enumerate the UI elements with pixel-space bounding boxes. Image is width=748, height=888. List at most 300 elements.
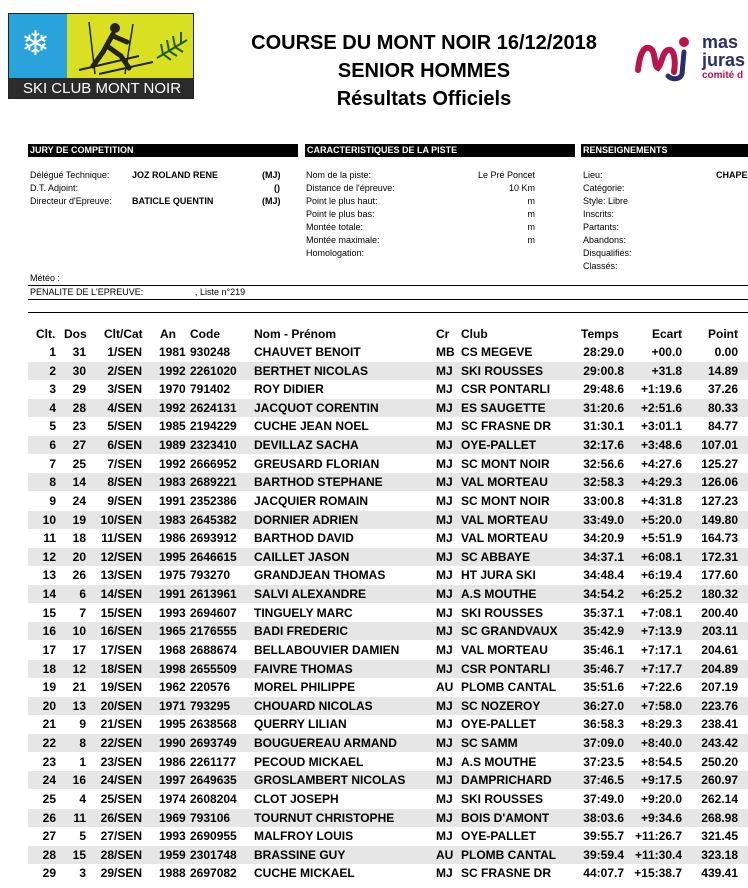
cell-time: 29:00.8 [583, 363, 624, 378]
cell-club: SC FRASNE DR [461, 866, 552, 881]
cell-rank-cat: 10/SEN [100, 512, 142, 527]
cell-points: 207.19 [701, 680, 738, 695]
cell-name: TINGUELY MARC [254, 605, 353, 620]
cell-rank: 24 [42, 773, 56, 788]
cell-name: BOUGUEREAU ARMAND [254, 736, 397, 751]
cell-time: 35:51.6 [583, 680, 624, 695]
cell-region: MJ [436, 661, 453, 676]
cell-club: SC GRANDVAUX [461, 624, 558, 639]
cell-region: MJ [436, 549, 453, 564]
snowflake-icon: ❄ [21, 24, 50, 64]
table-row [0, 566, 748, 584]
cell-rank: 3 [49, 382, 56, 397]
cell-bib: 10 [72, 624, 86, 639]
cell-time: 32:56.6 [583, 456, 624, 471]
cell-rank: 28 [42, 847, 56, 862]
cell-rank: 22 [42, 736, 56, 751]
cell-time: 37:09.0 [583, 736, 624, 751]
cell-gap: +7:17.7 [640, 661, 682, 676]
cell-region: MJ [436, 419, 453, 434]
table-row [0, 380, 748, 398]
cell-time: 34:37.1 [583, 549, 624, 564]
cell-time: 35:37.1 [583, 605, 624, 620]
cell-club: VAL MORTEAU [461, 475, 548, 490]
cell-code: 2690955 [190, 829, 237, 844]
cell-year: 1986 [159, 754, 186, 769]
cell-club: OYE-PALLET [461, 829, 537, 844]
cell-rank-cat: 27/SEN [100, 829, 142, 844]
cell-time: 31:30.1 [583, 419, 624, 434]
cell-rank-cat: 7/SEN [107, 456, 142, 471]
mj-brand-icon [632, 30, 696, 82]
cell-year: 1988 [159, 866, 186, 881]
cell-time: 44:07.7 [583, 866, 624, 881]
cell-year: 1970 [159, 382, 186, 397]
cell-name: CUCHE MICKAEL [254, 866, 355, 881]
cell-points: 84.77 [707, 419, 738, 434]
cell-club: OYE-PALLET [461, 438, 537, 453]
cell-name: JACQUIER ROMAIN [254, 493, 369, 508]
cell-club: VAL MORTEAU [461, 642, 548, 657]
cell-year: 1991 [159, 587, 186, 602]
logo-club-name: SKI CLUB MONT NOIR [9, 78, 194, 99]
cell-gap: +4:29.3 [640, 475, 682, 490]
cell-name: BADI FREDERIC [254, 624, 349, 639]
cell-rank-cat: 23/SEN [100, 754, 142, 769]
table-row [0, 436, 748, 454]
cell-bib: 21 [72, 680, 86, 695]
cell-gap: +00.0 [651, 345, 682, 359]
cell-time: 34:54.2 [583, 587, 624, 602]
cell-region: AU [436, 847, 454, 862]
cell-bib: 30 [72, 363, 86, 378]
cell-rank: 14 [42, 587, 56, 602]
cell-club: DAMPRICHARD [461, 773, 552, 788]
table-row [0, 734, 748, 752]
cell-region: MJ [436, 736, 453, 751]
cell-name: BERTHET NICOLAS [254, 363, 368, 378]
cell-region: MJ [436, 624, 453, 639]
cell-time: 31:20.6 [583, 400, 624, 415]
cell-time: 35:46.7 [583, 661, 624, 676]
cell-region: MJ [436, 382, 453, 397]
cell-code: 2638568 [190, 717, 237, 732]
cell-gap: +7:08.1 [640, 605, 682, 620]
cell-points: 172.31 [701, 549, 738, 564]
cell-region: MJ [436, 475, 453, 490]
penalty-value: , Liste n°219 [195, 287, 246, 297]
cell-code: 2693912 [190, 531, 237, 546]
cell-rank: 18 [42, 661, 56, 676]
table-row [0, 343, 748, 361]
cell-points: 14.89 [707, 363, 738, 378]
cell-region: MJ [436, 456, 453, 471]
table-row [0, 678, 748, 696]
cell-region: MJ [436, 400, 453, 415]
cell-year: 1990 [159, 736, 186, 751]
table-row [0, 809, 748, 827]
cell-rank: 7 [49, 456, 56, 471]
cell-code: 2693749 [190, 736, 237, 751]
table-row [0, 753, 748, 771]
table-row [0, 641, 748, 659]
cell-bib: 5 [79, 829, 86, 844]
cell-year: 1986 [159, 531, 186, 546]
cell-gap: +4:31.8 [640, 493, 682, 508]
pine-branch-icon [157, 32, 187, 60]
cell-gap: +6:19.4 [640, 568, 682, 583]
cell-club: SC SAMM [461, 736, 518, 751]
cell-rank-cat: 24/SEN [100, 773, 142, 788]
cell-gap: +7:13.9 [640, 624, 682, 639]
cell-club: VAL MORTEAU [461, 531, 548, 546]
cell-name: BARTHOD STEPHANE [254, 475, 383, 490]
cell-rank-cat: 13/SEN [100, 568, 142, 583]
cell-code: 2694607 [190, 605, 237, 620]
cell-gap: +11:30.4 [634, 847, 682, 862]
cell-gap: +3:48.6 [640, 438, 682, 453]
cell-points: 164.73 [701, 531, 738, 546]
cell-region: MJ [436, 493, 453, 508]
cell-time: 33:49.0 [583, 512, 624, 527]
cell-bib: 7 [79, 605, 86, 620]
cell-points: 223.76 [701, 698, 738, 713]
cell-year: 1983 [159, 512, 186, 527]
cell-rank-cat: 29/SEN [100, 866, 142, 881]
cell-bib: 23 [72, 419, 86, 434]
cell-time: 37:49.0 [583, 791, 624, 806]
cell-gap: +6:08.1 [640, 549, 682, 564]
cell-code: 2655509 [190, 661, 237, 676]
cell-region: MJ [436, 512, 453, 527]
cell-club: A.S MOUTHE [461, 587, 537, 602]
table-row [0, 548, 748, 566]
table-row [0, 790, 748, 808]
cell-time: 33:00.8 [583, 493, 624, 508]
cell-name: DEVILLAZ SACHA [254, 438, 359, 453]
table-row [0, 622, 748, 640]
cell-bib: 16 [72, 773, 86, 788]
cell-rank-cat: 2/SEN [107, 363, 142, 378]
cell-bib: 13 [72, 698, 86, 713]
cell-rank-cat: 21/SEN [100, 717, 142, 732]
cell-year: 1985 [159, 419, 186, 434]
cell-name: JACQUOT CORENTIN [254, 400, 379, 415]
piste-section-header: CARACTERISTIQUES DE LA PISTE [305, 144, 575, 157]
cell-code: 2194229 [190, 419, 237, 434]
cell-points: 200.40 [701, 605, 738, 620]
cell-bib: 26 [72, 568, 86, 583]
cell-bib: 9 [79, 717, 86, 732]
cell-rank-cat: 14/SEN [100, 587, 142, 602]
cell-year: 1995 [159, 717, 186, 732]
table-row [0, 660, 748, 678]
cell-gap: +31.8 [651, 363, 682, 378]
penalty-label: PENALITE DE L'EPREUVE: [30, 287, 144, 297]
cell-year: 1981 [159, 345, 186, 359]
cell-rank-cat: 12/SEN [100, 549, 142, 564]
cell-club: CSR PONTARLI [461, 661, 551, 676]
cell-rank-cat: 26/SEN [100, 810, 142, 825]
cell-rank-cat: 1/SEN [107, 345, 142, 359]
cell-code: 791402 [190, 382, 231, 397]
cell-club: CSR PONTARLI [461, 382, 551, 397]
cell-name: MOREL PHILIPPE [254, 680, 356, 695]
cell-club: VAL MORTEAU [461, 512, 548, 527]
cell-code: 2608204 [190, 791, 237, 806]
cell-gap: +8:54.5 [640, 754, 682, 769]
cell-name: ROY DIDIER [254, 382, 324, 397]
table-row [0, 399, 748, 417]
cell-code: 2645382 [190, 512, 237, 527]
table-row [0, 492, 748, 510]
cell-gap: +7:22.6 [640, 680, 682, 695]
cell-gap: +5:51.9 [640, 531, 682, 546]
cell-points: 268.98 [701, 810, 738, 825]
cell-gap: +8:40.0 [640, 736, 682, 751]
cell-rank-cat: 17/SEN [100, 642, 142, 657]
cell-rank-cat: 11/SEN [101, 531, 142, 546]
cell-rank-cat: 22/SEN [100, 736, 142, 751]
cell-code: 793295 [190, 698, 231, 713]
cell-year: 1995 [159, 549, 186, 564]
cell-bib: 12 [72, 661, 86, 676]
table-row [0, 846, 748, 864]
cell-points: 125.27 [701, 456, 738, 471]
cell-region: MJ [436, 791, 453, 806]
cell-points: 180.32 [701, 587, 738, 602]
cell-points: 238.41 [701, 717, 738, 732]
cell-rank: 27 [42, 829, 56, 844]
cell-year: 1992 [159, 400, 186, 415]
cell-rank: 12 [42, 549, 56, 564]
cell-gap: +5:20.0 [640, 512, 682, 527]
table-row [0, 473, 748, 491]
cell-gap: +2:51.6 [640, 400, 682, 415]
cell-rank-cat: 25/SEN [100, 791, 142, 806]
cell-rank-cat: 5/SEN [107, 419, 142, 434]
table-row [0, 585, 748, 603]
cell-points: 126.06 [701, 475, 738, 490]
cell-time: 39:59.4 [583, 847, 624, 862]
cell-region: MJ [436, 438, 453, 453]
cell-gap: +11:26.7 [634, 829, 682, 844]
cell-club: HT JURA SKI [461, 568, 536, 583]
cell-time: 38:03.6 [583, 810, 624, 825]
cell-points: 323.18 [701, 847, 738, 862]
cell-rank: 9 [49, 493, 56, 508]
cell-name: BRASSINE GUY [254, 847, 346, 862]
cell-code: 930248 [190, 345, 231, 359]
cell-gap: +6:25.2 [640, 587, 682, 602]
table-row [0, 529, 748, 547]
cell-bib: 18 [72, 531, 86, 546]
cell-rank: 16 [42, 624, 56, 639]
cell-region: MJ [436, 605, 453, 620]
cell-club: SKI ROUSSES [461, 363, 544, 378]
cell-bib: 11 [73, 810, 86, 825]
cell-name: BARTHOD DAVID [254, 531, 354, 546]
table-row [0, 864, 748, 882]
cell-region: MJ [436, 587, 453, 602]
cell-year: 1968 [159, 642, 186, 657]
cell-name: GRANDJEAN THOMAS [254, 568, 386, 583]
cell-gap: +8:29.3 [640, 717, 682, 732]
cell-year: 1992 [159, 363, 186, 378]
cell-year: 1989 [159, 438, 186, 453]
cell-region: MJ [436, 754, 453, 769]
cell-club: SKI ROUSSES [461, 791, 544, 806]
cell-time: 36:27.0 [583, 698, 624, 713]
cell-time: 34:20.9 [583, 531, 624, 546]
cell-region: MJ [436, 810, 453, 825]
cell-bib: 25 [72, 456, 86, 471]
cell-rank: 6 [49, 438, 56, 453]
cell-rank-cat: 16/SEN [100, 624, 142, 639]
club-logo [8, 13, 194, 99]
cell-bib: 3 [79, 866, 86, 881]
cell-time: 35:42.9 [583, 624, 624, 639]
cell-bib: 15 [72, 847, 86, 862]
cell-bib: 29 [72, 382, 86, 397]
cell-time: 28:29.0 [583, 345, 624, 359]
cell-points: 204.89 [701, 661, 738, 676]
cell-name: CUCHE JEAN NOEL [254, 419, 369, 434]
cell-rank: 8 [49, 475, 56, 490]
cell-code: 2697082 [190, 866, 237, 881]
cell-region: MJ [436, 829, 453, 844]
table-row [0, 604, 748, 622]
cell-name: GROSLAMBERT NICOLAS [254, 773, 406, 788]
cell-points: 262.14 [701, 791, 738, 806]
cell-year: 1993 [159, 605, 186, 620]
cell-region: MJ [436, 717, 453, 732]
cell-rank-cat: 19/SEN [100, 680, 142, 695]
cell-gap: +9:17.5 [640, 773, 682, 788]
cell-bib: 28 [72, 400, 86, 415]
cell-club: PLOMB CANTAL [461, 680, 557, 695]
cell-region: MJ [436, 698, 453, 713]
meteo-label: Météo : [30, 273, 61, 283]
cell-rank: 21 [42, 717, 56, 732]
cell-club: SC NOZEROY [461, 698, 541, 713]
cell-club: SC ABBAYE [461, 549, 531, 564]
cell-year: 1965 [159, 624, 186, 639]
cell-rank-cat: 18/SEN [100, 661, 142, 676]
cell-club: SKI ROUSSES [461, 605, 544, 620]
results-title: Résultats Officiels [336, 88, 512, 110]
category-title: SENIOR HOMMES [337, 60, 511, 82]
cell-rank-cat: 20/SEN [100, 698, 142, 713]
cell-name: GREUSARD FLORIAN [254, 456, 380, 471]
cell-region: AU [436, 680, 454, 695]
cell-club: SC MONT NOIR [461, 493, 550, 508]
cell-rank: 1 [49, 345, 56, 359]
cell-rank-cat: 9/SEN [107, 493, 142, 508]
cell-points: 80.33 [707, 400, 738, 415]
cell-code: 2323410 [190, 438, 237, 453]
divider [28, 312, 748, 313]
cell-club: ES SAUGETTE [461, 400, 546, 415]
cell-code: 220576 [190, 680, 231, 695]
cell-rank-cat: 4/SEN [107, 400, 142, 415]
table-row [0, 771, 748, 789]
cell-year: 1992 [159, 456, 186, 471]
cell-bib: 24 [72, 493, 86, 508]
cell-rank: 10 [42, 512, 56, 527]
cell-rank: 2 [49, 363, 56, 378]
cell-gap: +7:17.1 [640, 642, 682, 657]
cell-region: MJ [436, 642, 453, 657]
cell-name: QUERRY LILIAN [254, 717, 347, 732]
cell-name: BELLABOUVIER DAMIEN [254, 642, 400, 657]
cell-gap: +9:20.0 [640, 791, 682, 806]
cell-club: BOIS D'AMONT [461, 810, 550, 825]
table-row [0, 455, 748, 473]
cell-code: 2649635 [190, 773, 237, 788]
cell-club: A.S MOUTHE [461, 754, 537, 769]
cell-time: 34:48.4 [583, 568, 624, 583]
cell-time: 35:46.1 [583, 642, 624, 657]
cell-club: SC FRASNE DR [461, 419, 552, 434]
cell-year: 1993 [159, 829, 186, 844]
cell-year: 1975 [159, 568, 186, 583]
cell-points: 439.41 [701, 866, 738, 881]
cell-bib: 6 [79, 587, 86, 602]
cell-points: 250.20 [701, 754, 738, 769]
cell-club: OYE-PALLET [461, 717, 537, 732]
table-row [0, 511, 748, 529]
cell-points: 203.11 [701, 624, 738, 639]
cell-name: CHOUARD NICOLAS [254, 698, 373, 713]
cell-code: 2689221 [190, 475, 237, 490]
cell-region: MJ [436, 363, 453, 378]
cell-points: 177.60 [701, 568, 738, 583]
cell-points: 127.23 [701, 493, 738, 508]
cell-gap: +7:58.0 [640, 698, 682, 713]
cell-code: 2666952 [190, 456, 237, 471]
cell-year: 1974 [159, 791, 186, 806]
cell-code: 2688674 [190, 642, 237, 657]
cell-rank: 15 [42, 605, 56, 620]
cell-rank: 29 [42, 866, 56, 881]
cell-name: TOURNUT CHRISTOPHE [254, 810, 395, 825]
table-row [0, 362, 748, 380]
table-row [0, 827, 748, 845]
cell-time: 32:17.6 [583, 438, 624, 453]
cell-time: 39:55.7 [583, 829, 624, 844]
cell-code: 2613961 [190, 587, 237, 602]
cell-points: 243.42 [701, 736, 738, 751]
cell-code: 2646615 [190, 549, 237, 564]
divider [28, 285, 748, 286]
cell-points: 204.61 [701, 642, 738, 657]
jury-section-header: JURY DE COMPETITION [28, 144, 298, 157]
table-row [0, 715, 748, 733]
cell-name: CHAUVET BENOIT [254, 345, 361, 359]
cell-rank-cat: 15/SEN [100, 605, 142, 620]
cell-code: 793270 [190, 568, 231, 583]
cell-rank: 23 [42, 754, 56, 769]
cell-bib: 1 [79, 754, 86, 769]
cell-region: MJ [436, 773, 453, 788]
cell-points: 260.97 [701, 773, 738, 788]
cell-year: 1997 [159, 773, 186, 788]
cell-rank-cat: 3/SEN [107, 382, 142, 397]
cell-bib: 31 [72, 345, 86, 359]
skier-icon [69, 18, 189, 76]
race-title: COURSE DU MONT NOIR 16/12/2018 [251, 32, 597, 54]
